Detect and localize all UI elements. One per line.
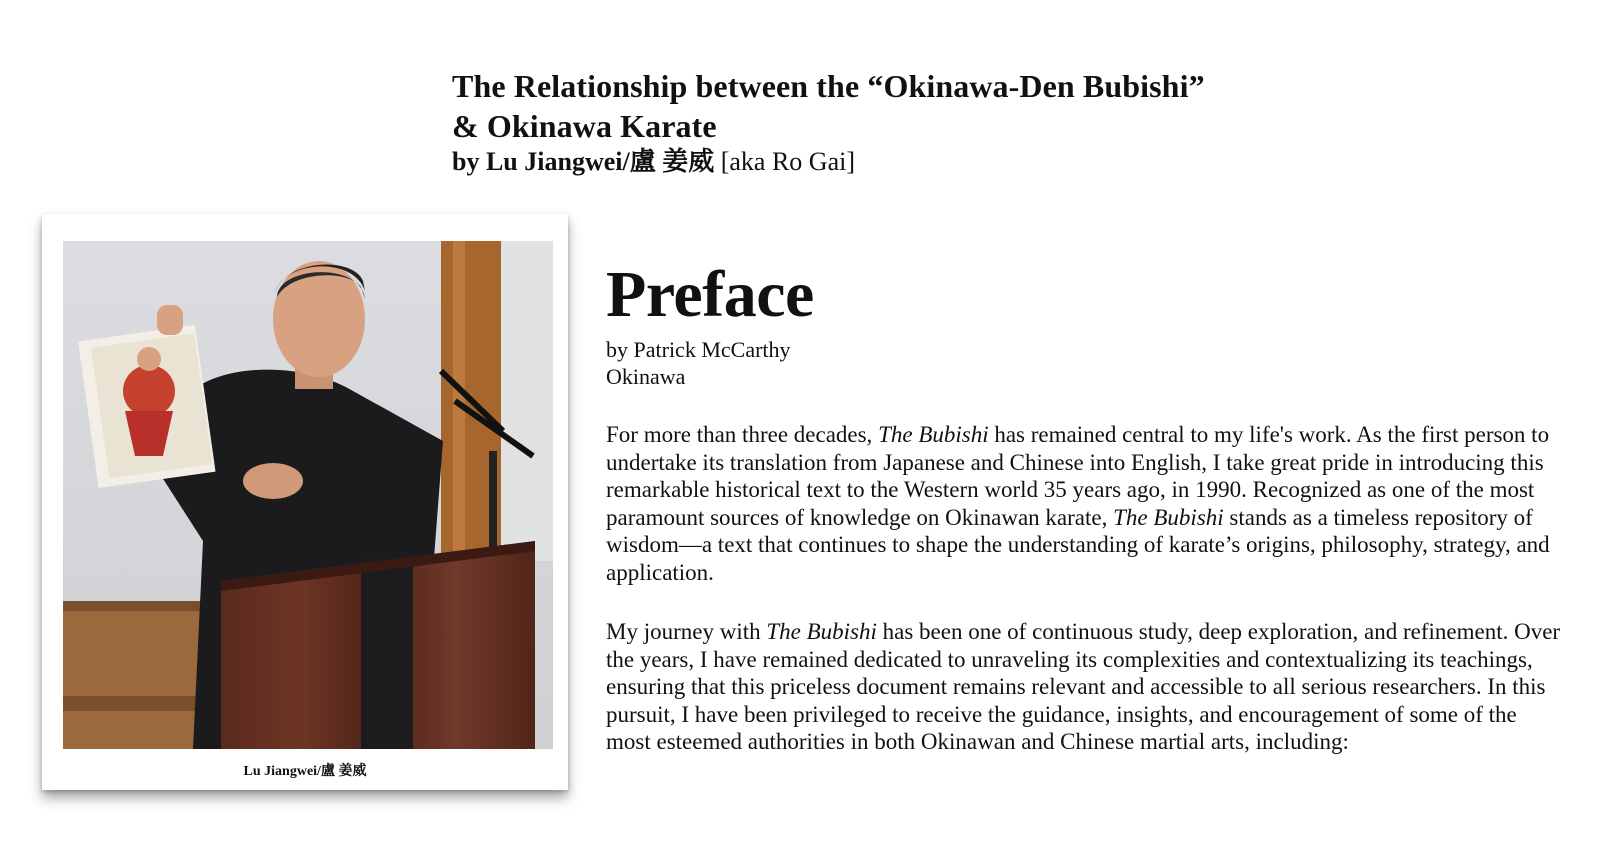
p1-text-b: has remained central to my life's work. As the first person to undertake its translation from Japanese and Chinese into English, I take great pride in introducing this remarkable historical text to the Western world 35 years ago, in 1990. Recognized as one of the most paramount sources of knowledge on Okinawan karate, (606, 422, 1550, 530)
photo-card (42, 214, 568, 790)
preface-heading: Preface (606, 258, 814, 331)
article-title-line-1: The Relationship between the “Okinawa-Den Bubishi” (452, 68, 1205, 104)
p1-text-a: For more than three decades, (606, 422, 879, 447)
byline-author: by Lu Jiangwei/盧 姜威 (452, 147, 715, 176)
p1-book-title-1: The Bubishi (878, 422, 989, 447)
byline-aka: [aka Ro Gai] (714, 147, 855, 176)
preface-author: by Patrick McCarthy (606, 337, 791, 362)
speaker-photo-illustration (63, 241, 553, 749)
article-byline (452, 146, 1205, 178)
p2-book-title: The Bubishi (766, 619, 877, 644)
preface-paragraph-1 (606, 421, 1566, 586)
photo-caption: Lu Jiangwei/盧 姜威 (243, 764, 367, 779)
preface-paragraph-2 (606, 618, 1566, 756)
p2-text-b: has been one of continuous study, deep exploration, and refinement. Over the years, I have remained dedicated to unraveling its complexities and contextualizing its teachings, ensuring that this priceless document remains relevant and accessible to all serious researchers. In this pursuit, I have been privileged to receive the guidance, insights, and encouragement of some of the most esteemed authorities in both Okinawan and Chinese martial arts, including: (606, 619, 1561, 754)
speaker-photo (63, 241, 553, 749)
p1-book-title-2: The Bubishi (1113, 504, 1224, 530)
p1-text-c: stands as a timeless repository of wisdom—a text that continues to shape the understanding of karate’s origins, philosophy, strategy, and application. (606, 504, 1550, 585)
p2-text-a: My journey with (606, 619, 767, 644)
article-title-line-2: & Okinawa Karate (452, 108, 717, 144)
article-header (452, 66, 1205, 178)
preface-location: Okinawa (606, 364, 686, 389)
preface-section (606, 258, 1566, 756)
